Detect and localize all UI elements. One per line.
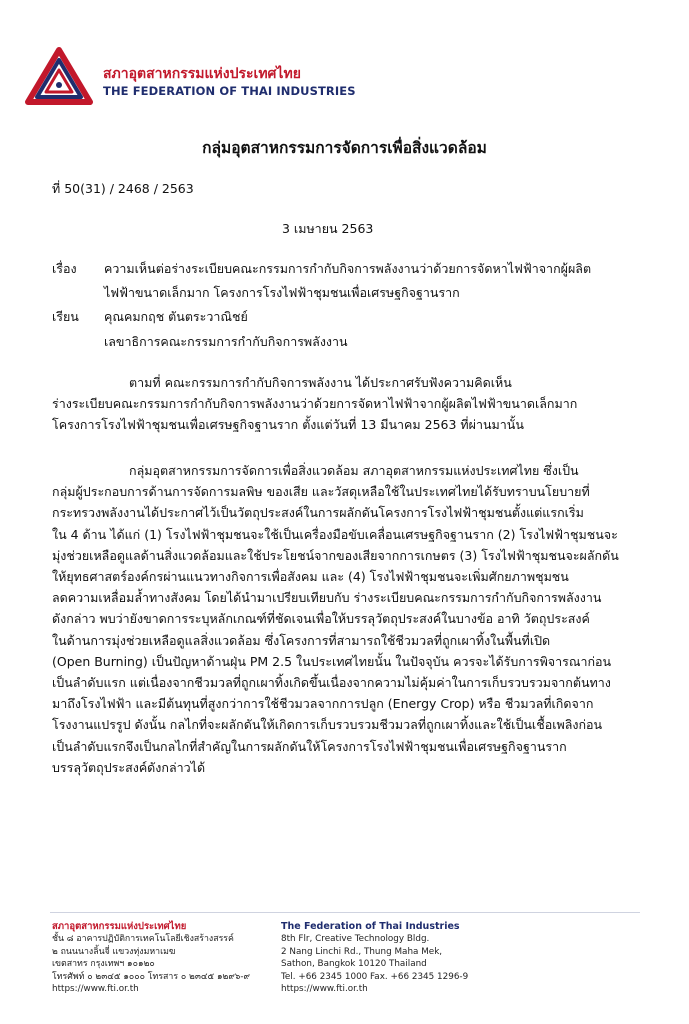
subject-line: ความเห็นต่อร่างระเบียบคณะกรรมการกำกับกิจการพลังงานว่าด้วยการจัดหาไฟฟ้าจากผู้ผลิต <box>104 261 592 276</box>
org-name-thai: สภาอุตสาหกรรมแห่งประเทศไทย <box>103 66 301 82</box>
paragraph-line: ตามที่ คณะกรรมการกำกับกิจการพลังงาน ได้ประกาศรับฟังความคิดเห็น <box>129 375 512 390</box>
paragraph-line: (Open Burning) เป็นปัญหาด้านฝุ่น PM 2.5 ในประเทศไทยนั้น ในปัจจุบัน ควรจะได้รับการพิจารณาก่อน <box>52 653 612 669</box>
org-name-english: THE FEDERATION OF THAI INDUSTRIES <box>103 84 356 98</box>
footer-website-link[interactable]: https://www.fti.or.th <box>281 984 368 995</box>
footer-line: ๒ ถนนนางลิ้นจี่ แขวงทุ่งมหาเมฆ <box>52 946 176 957</box>
addressee-line: เลขาธิการคณะกรรมการกำกับกิจการพลังงาน <box>104 334 348 349</box>
paragraph-line: ดังกล่าว พบว่ายังขาดการระบุหลักเกณฑ์ที่ชัดเจนเพื่อให้บรรลุวัตถุประสงค์ในบางข้อ อาทิ วัตถุประสงค์ <box>52 611 590 627</box>
paragraph-line: ร่างระเบียบคณะกรรมการกำกับกิจการพลังงานว่าด้วยการจัดหาไฟฟ้าจากผู้ผลิตไฟฟ้าขนาดเล็กมาก <box>52 396 578 412</box>
paragraph-line: ในด้านการมุ่งช่วยเหลือดูแลสิ่งแวดล้อม ซึ่งโครงการที่สามารถใช้ชีวมวลที่ถูกเผาทิ้งในพื้นที่เปิด <box>52 632 551 648</box>
paragraph-line: มาถึงโรงไฟฟ้า และมีต้นทุนที่สูงกว่าการใช้ชีวมวลจากการปลูก (Energy Crop) หรือ ชีวมวลที่เกิดจาก <box>52 696 594 712</box>
paragraph-line: ใน 4 ด้าน ได้แก่ (1) โรงไฟฟ้าชุมชนจะใช้เป็นเครื่องมือขับเคลื่อนเศรษฐกิจฐานราก (2) โรงไฟฟ้าชุมชนจะ <box>52 526 618 542</box>
footer-line: ชั้น ๘ อาคารปฏิบัติการเทคโนโลยีเชิงสร้างสรรค์ <box>52 934 234 945</box>
fti-triangle-logo-icon <box>24 46 94 108</box>
footer-line: 2 Nang Linchi Rd., Thung Maha Mek, <box>281 946 443 957</box>
paragraph-line: ให้ยุทธศาสตร์องค์กรผ่านแนวทางกิจการเพื่อสังคม และ (4) โรงไฟฟ้าชุมชนจะเพิ่มศักยภาพชุมชน <box>52 569 569 585</box>
footer-address-english <box>281 921 468 995</box>
reference-number: ที่ 50(31) / 2468 / 2563 <box>52 181 194 196</box>
footer-line: Sathon, Bangkok 10120 Thailand <box>281 959 427 970</box>
addressee-label: เรียน <box>52 309 79 324</box>
paragraph-line: เป็นลำดับแรกจึงเป็นกลไกที่สำคัญในการผลักดันให้โครงการโรงไฟฟ้าชุมชนเพื่อเศรษฐกิจฐานราก <box>52 738 567 754</box>
paragraph-line: โครงการโรงไฟฟ้าชุมชนเพื่อเศรษฐกิจฐานราก ตั้งแต่วันที่ 13 มีนาคม 2563 ที่ผ่านมานั้น <box>52 417 524 433</box>
paragraph-line: เป็นลำดับแรก แต่เนื่องจากชีวมวลที่ถูกเผาทิ้งเกิดขึ้นเนื่องจากความไม่คุ้มค่าในการเก็บรวบรวมจากต้นทาง <box>52 675 611 691</box>
footer-website-link[interactable]: https://www.fti.or.th <box>52 984 139 995</box>
subject-line: ไฟฟ้าขนาดเล็กมาก โครงการโรงไฟฟ้าชุมชนเพื่อเศรษฐกิจฐานราก <box>104 285 460 300</box>
paragraph-line: มุ่งช่วยเหลือดูแลด้านสิ่งแวดล้อมและใช้ประโยชน์จากของเสียจากการเกษตร (3) โรงไฟฟ้าชุมชนจะผลักดัน <box>52 547 619 563</box>
subject-label: เรื่อง <box>52 261 77 276</box>
footer-line: 8th Flr, Creative Technology Bldg. <box>281 934 430 945</box>
paragraph-line: ลดความเหลื่อมล้ำทางสังคม โดยได้นำมาเปรียบเทียบกับ ร่างระเบียบคณะกรรมการกำกับกิจการพลังงาน <box>52 590 602 606</box>
footer-heading: The Federation of Thai Industries <box>281 921 460 932</box>
paragraph-line: โรงงานแปรรูป ดังนั้น กลไกที่จะผลักดันให้เกิดการเก็บรวบรวมชีวมวลที่ถูกเผาทิ้งและใช้เป็นเชื้อเพลิงก่อน <box>52 717 603 733</box>
footer-divider <box>50 912 640 913</box>
footer-address-thai <box>52 921 250 995</box>
footer-line: โทรศัพท์ ๐ ๒๓๔๕ ๑๐๐๐ โทรสาร ๐ ๒๓๔๕ ๑๒๙๖-๙ <box>52 971 250 982</box>
paragraph-line: กระทรวงพลังงานได้ประกาศไว้เป็นวัตถุประสงค์ในการผลักดันโครงการโรงไฟฟ้าชุมชนตั้งแต่แรกเริ่ม <box>52 505 584 521</box>
footer-heading: สภาอุตสาหกรรมแห่งประเทศไทย <box>52 921 187 932</box>
document-date: 3 เมษายน 2563 <box>282 221 374 236</box>
paragraph-line: กลุ่มผู้ประกอบการด้านการจัดการมลพิษ ของเสีย และวัสดุเหลือใช้ในประเทศไทยได้รับทราบนโยบายที่ <box>52 484 590 500</box>
paragraph-line: กลุ่มอุตสาหกรรมการจัดการเพื่อสิ่งแวดล้อม สภาอุตสาหกรรมแห่งประเทศไทย ซึ่งเป็น <box>129 463 579 478</box>
body-paragraph-1 <box>52 372 621 436</box>
paragraph-line: บรรลุวัตถุประสงค์ดังกล่าวได้ <box>52 759 206 775</box>
footer-line: Tel. +66 2345 1000 Fax. +66 2345 1296-9 <box>281 971 469 982</box>
document-title: กลุ่มอุตสาหกรรมการจัดการเพื่อสิ่งแวดล้อม <box>202 139 487 157</box>
footer-line: เขตสาทร กรุงเทพฯ ๑๐๑๒๐ <box>52 959 155 970</box>
body-paragraph-2 <box>52 460 621 778</box>
addressee-line: คุณคมกฤช ตันตระวาณิชย์ <box>104 309 248 324</box>
